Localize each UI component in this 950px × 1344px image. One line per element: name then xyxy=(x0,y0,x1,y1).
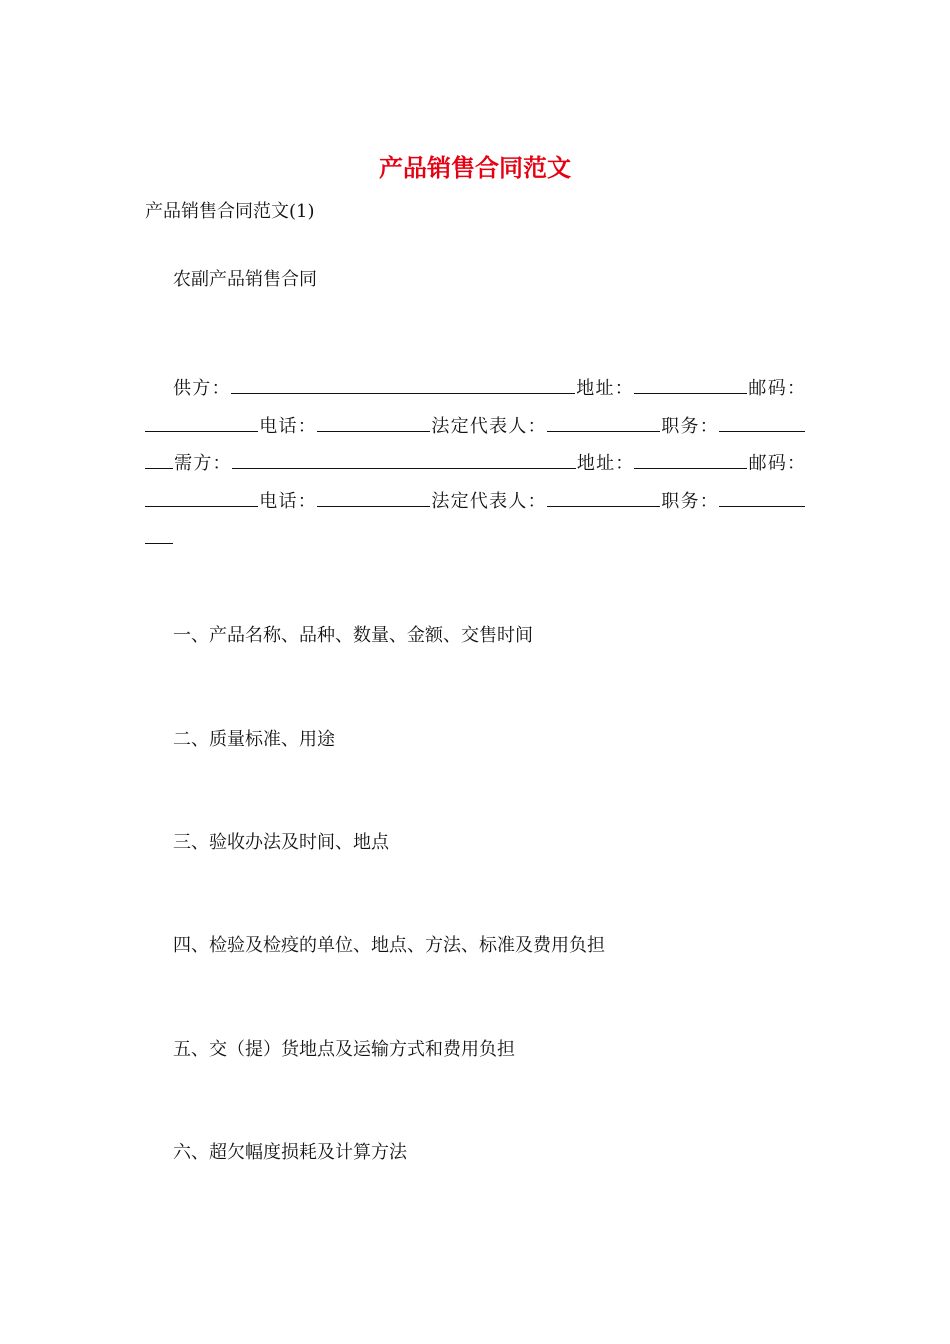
clause-2: 二、质量标准、用途 xyxy=(173,729,335,750)
buyer-position-blank-cont xyxy=(145,525,173,544)
supplier-position-label: 职务： xyxy=(659,415,720,437)
supplier-phone-blank xyxy=(317,413,430,432)
party-info-block xyxy=(145,370,805,558)
supplier-postcode-blank xyxy=(145,413,258,432)
buyer-label: 需方： xyxy=(173,453,232,474)
clause-3: 三、验收办法及时间、地点 xyxy=(173,832,389,853)
supplier-legal-rep-blank xyxy=(547,413,660,432)
buyer-postcode-label: 邮码： xyxy=(747,453,806,474)
buyer-legal-rep-label: 法定代表人： xyxy=(430,490,547,512)
buyer-phone-blank xyxy=(317,488,430,507)
supplier-address-label: 地址： xyxy=(574,378,635,399)
buyer-position-blank xyxy=(719,488,805,507)
buyer-address-label: 地址： xyxy=(575,453,635,474)
clause-4: 四、检验及检疫的单位、地点、方法、标准及费用负担 xyxy=(173,935,605,956)
supplier-address-blank xyxy=(634,375,747,394)
clause-1: 一、产品名称、品种、数量、金额、交售时间 xyxy=(173,625,533,646)
supplier-position-blank xyxy=(719,413,805,432)
buyer-legal-rep-blank xyxy=(547,488,660,507)
supplier-postcode-label: 邮码： xyxy=(747,378,806,399)
clause-6: 六、超欠幅度损耗及计算方法 xyxy=(173,1142,407,1163)
buyer-address-blank xyxy=(634,450,747,469)
contract-name: 农副产品销售合同 xyxy=(173,269,317,290)
document-title: 产品销售合同范文 xyxy=(379,153,571,182)
supplier-label: 供方： xyxy=(173,378,231,399)
buyer-position-label: 职务： xyxy=(659,490,720,512)
buyer-phone-label: 电话： xyxy=(258,490,318,512)
supplier-legal-rep-label: 法定代表人： xyxy=(430,415,547,437)
document-subtitle: 产品销售合同范文(1) xyxy=(145,201,315,222)
buyer-name-blank xyxy=(232,450,576,469)
supplier-position-blank-cont xyxy=(145,450,173,469)
clause-5: 五、交（提）货地点及运输方式和费用负担 xyxy=(173,1039,515,1060)
supplier-phone-label: 电话： xyxy=(258,415,318,437)
supplier-name-blank xyxy=(231,375,575,394)
buyer-postcode-blank xyxy=(145,488,258,507)
